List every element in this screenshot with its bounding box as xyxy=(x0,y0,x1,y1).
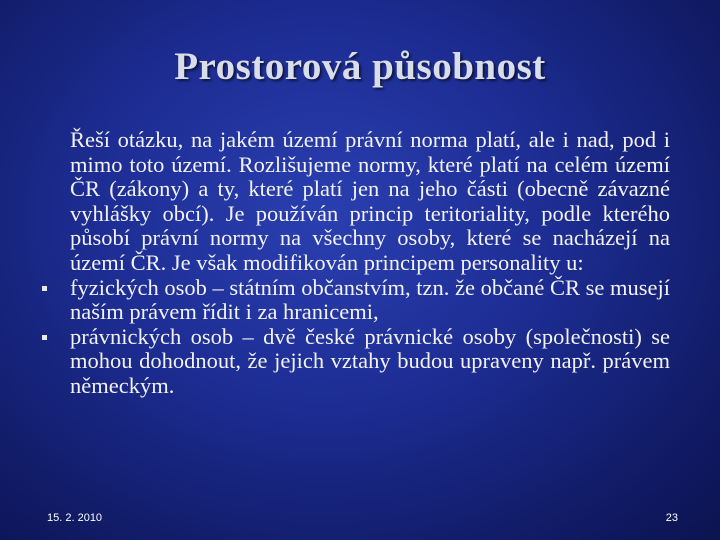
page-number: 23 xyxy=(665,512,678,524)
bullet-text: fyzických osob – státním občanstvím, tzn. že občané ČR se musejí naším právem řídit i za hranicemi, xyxy=(70,274,670,325)
square-bullet-icon xyxy=(42,286,47,291)
slide-body xyxy=(70,128,670,399)
square-bullet-icon xyxy=(42,335,47,340)
bullet-item-legal-persons xyxy=(70,325,670,399)
footer-date: 15. 2. 2010 xyxy=(47,512,103,524)
intro-paragraph: Řeší otázku, na jakém území právní norma platí, ale i nad, pod i mimo toto území. Rozlišujeme normy, které platí na celém území ČR (zákony) a ty, které platí jen na jeho části (obecně závazné vyhlášky obcí). Je používán princip teritoriality, podle kterého působí právní normy na všechny osoby, které se nacházejí na území ČR. Je však modifikován principem personality u: xyxy=(70,127,670,275)
bullet-text: právnických osob – dvě české právnické osoby (společnosti) se mohou dohodnout, že jejich vztahy budou upraveny např. právem německým. xyxy=(70,323,670,398)
bullet-item-natural-persons xyxy=(70,276,670,325)
slide-title: Prostorová působnost xyxy=(174,45,546,88)
